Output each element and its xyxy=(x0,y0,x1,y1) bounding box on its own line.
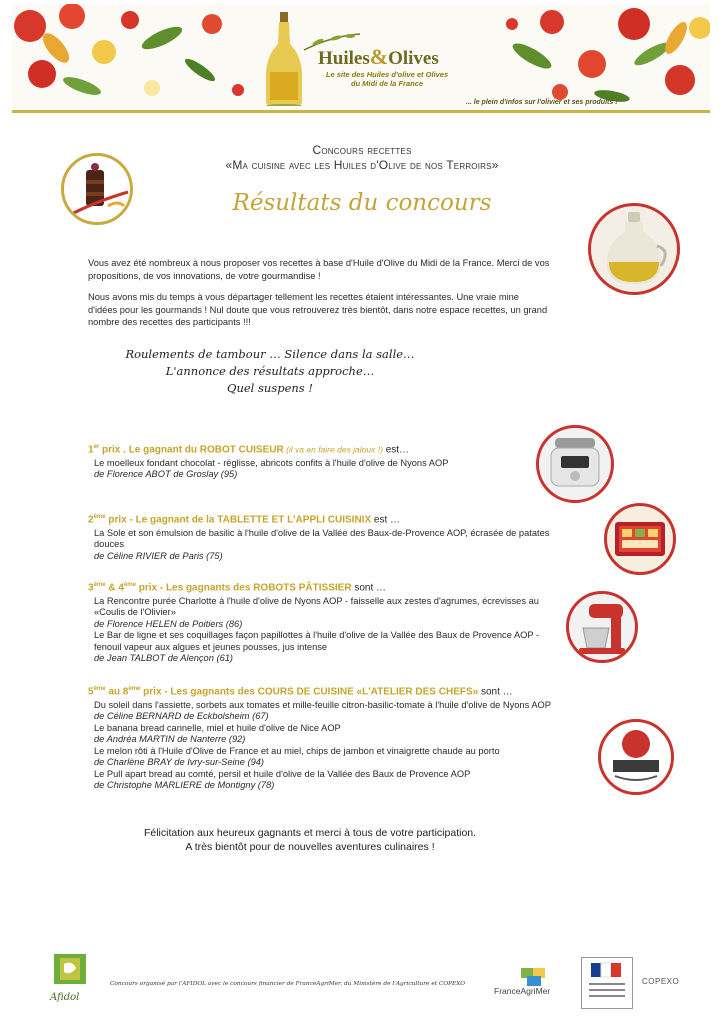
suspense-text xyxy=(0,346,540,397)
prize-2-rank-sup: ème xyxy=(93,514,106,520)
prize-3-rank-sup: ème xyxy=(93,582,106,588)
prize-1-tail: est… xyxy=(382,444,410,456)
prize-4-author-3: de Charlène BRAY de Ivry-sur-Seine (94) xyxy=(94,757,265,768)
closing-line2: A très bientôt pour de nouvelles aventures culinaires ! xyxy=(185,841,435,853)
suspense-line2: L'annonce des résultats approche… xyxy=(165,364,375,378)
tablette-image xyxy=(607,506,673,572)
afidol-signature: Afidol xyxy=(50,992,80,1003)
logo-subtitle xyxy=(312,70,462,88)
intro-paragraph-2: Nous avons mis du temps à vous départager tellement les recettes étaient intéressantes. Une vraie mine d'idées pour les gourmands ! Nul doute que vous retrouverez très bientôt, dans notre espace recettes, un grand nombre des recettes des participants !!! xyxy=(88,292,548,327)
prize-1-section xyxy=(88,442,556,481)
closing-message xyxy=(0,826,620,854)
prize-4-head: prix - Les gagnants des xyxy=(140,686,258,698)
prize-4-mid: au 8 xyxy=(105,686,129,698)
logo-name-huiles: Huiles xyxy=(318,48,370,69)
prize-3-heading xyxy=(88,580,556,594)
prize-4-item: COURS DE CUISINE «L'ATELIER DES CHEFS» xyxy=(257,686,479,698)
closing-line1: Félicitation aux heureux gagnants et merci à tous de votre participation. xyxy=(143,827,477,839)
header-tagline: ... le plein d'infos sur l'olivier et ses produits ! xyxy=(466,99,618,106)
prize-1-author: de Florence ABOT de Groslay (95) xyxy=(94,469,238,480)
prize-2-heading xyxy=(88,512,556,526)
footer-credits: Concours organisé par l'AFIDOL avec le concours financier de FranceAgriMer, du Ministère de l'Agriculture et COPEXO xyxy=(110,981,466,987)
prize-4-recipe-2: Le banana bread cannelle, miel et huile d'olive de Nice AOP xyxy=(94,722,341,733)
prize-4-tail: sont … xyxy=(478,686,513,698)
prize-4-mid-sup: ème xyxy=(128,686,141,692)
prize-4-author-4: de Christophe MARLIERE de Montigny (78) xyxy=(94,780,275,791)
prize-2-recipe: La Sole et son émulsion de basilic à l'huile d'olive de la Vallée des Baux-de-Provence AOP, écrasée de patates douces xyxy=(94,527,550,550)
oil-jar-image xyxy=(591,206,677,292)
prize-4-rank-sup: ème xyxy=(93,686,106,692)
robot-patissier-image xyxy=(569,594,635,660)
suspense-line1: Roulements de tambour … Silence dans la salle… xyxy=(125,347,415,361)
tablette-photo xyxy=(604,503,676,575)
prize-1-recipe: Le moelleux fondant chocolat - réglisse, abricots confits à l'huile d'olive de Nyons AOP xyxy=(94,457,449,468)
chocolate-dessert-image xyxy=(64,156,130,222)
copexo-logo[interactable]: COPEXO xyxy=(642,977,680,986)
prize-3-mid-sup: ème xyxy=(123,582,136,588)
robot-patissier-photo xyxy=(566,591,638,663)
contest-subtitle-line1: Concours recettes xyxy=(312,143,412,157)
prize-2-tail: est … xyxy=(371,514,401,526)
prize-3-head: prix - Les gagnants des xyxy=(135,582,254,594)
logo-subtitle-line2: du Midi de la France xyxy=(350,79,424,88)
prize-1-heading xyxy=(88,442,556,456)
prize-2-rank: 2 xyxy=(88,514,94,526)
prize-1-rank-sup: er xyxy=(93,444,100,450)
prize-1-note: (il va en faire des jaloux !) xyxy=(283,444,383,455)
prize-3-rank: 3 xyxy=(88,582,94,594)
logo-ampersand: & xyxy=(369,44,389,69)
prize-4-recipe-4: Le Pull apart bread au comté, persil et huile d'olive de la Vallée des Baux de Provence AOP xyxy=(94,768,471,779)
prize-4-author-1: de Céline BERNARD de Eckbolsheim (67) xyxy=(94,711,269,722)
prize-4-section xyxy=(88,684,556,792)
prize-4-recipe-3: Le melon rôti à l'Huile d'Olive de France et au miel, chips de jambon et vinaigrette chaude au porto xyxy=(94,745,500,756)
logo-subtitle-line1: Le site des Huiles d'olive et Olives xyxy=(325,70,449,79)
header-divider xyxy=(12,110,710,113)
oil-jar-photo xyxy=(588,203,680,295)
prize-3-recipe-1: La Rencontre purée Charlotte à l'huile d'olive de Nyons AOP - faisselle aux zestes d'agrumes, écrevisses au «Coulis de l'Olivier» xyxy=(94,595,539,618)
page-title: Résultats du concours xyxy=(232,190,492,216)
prize-3-tail: sont … xyxy=(351,582,387,594)
prize-3-item: ROBOTS PÂTISSIER xyxy=(253,582,352,594)
logo-name-olives: Olives xyxy=(388,48,439,69)
contest-subtitle-line2: «Ma cuisine avec les Huiles d'Olive de nos Terroirs» xyxy=(225,158,499,172)
site-logo[interactable] xyxy=(318,44,439,70)
prize-4-recipe-1: Du soleil dans l'assiette, sorbets aux tomates et mille-feuille citron-basilic-tomate à l'huile d'olive de Nyons AOP xyxy=(94,699,551,710)
ministere-agriculture-logo[interactable] xyxy=(581,957,633,1009)
prize-1-rank: 1 xyxy=(88,444,94,456)
prize-1-head: prix . Le gagnant du xyxy=(99,444,200,456)
prize-4-rank: 5 xyxy=(88,686,94,698)
prize-1-item: ROBOT CUISEUR xyxy=(199,444,284,456)
olive-oil-bottle-image xyxy=(262,10,306,106)
atelier-chefs-photo xyxy=(598,719,674,795)
intro-paragraph-1: Vous avez été nombreux à nous proposer vos recettes à base d'Huile d'Olive du Midi de la France. Merci de vos propositions, de vos innovations, de votre gourmandise ! xyxy=(88,258,550,281)
prize-2-section xyxy=(88,512,556,562)
prize-3-mid: & 4 xyxy=(105,582,124,594)
robot-cuiseur-image xyxy=(539,428,611,500)
dessert-photo xyxy=(61,153,133,225)
prize-2-item: TABLETTE ET L'APPLI CUISINIX xyxy=(217,514,372,526)
robot-cuiseur-photo xyxy=(536,425,614,503)
prize-4-author-2: de Andréa MARTIN de Nanterre (92) xyxy=(94,734,246,745)
suspense-line3: Quel suspens ! xyxy=(227,381,313,395)
prize-2-head: prix - Le gagnant de la xyxy=(105,514,218,526)
prize-3-author-2: de Jean TALBOT de Alençon (61) xyxy=(94,653,234,664)
afidol-logo[interactable] xyxy=(42,950,98,1006)
prize-2-author: de Céline RIVIER de Paris (75) xyxy=(94,550,223,561)
prize-3-recipe-2: Le Bar de ligne et ses coquillages façon papillottes à l'huile d'olive de la Vallée des Baux de Provence AOP - fenouil vapeur aux algues et jeunes pousses, jus intense xyxy=(94,630,540,652)
franceagrimer-label: FranceAgriMer xyxy=(494,986,551,996)
prize-3-section xyxy=(88,580,556,665)
atelier-des-chefs-logo xyxy=(601,722,671,792)
prize-4-heading xyxy=(88,684,556,698)
prize-3-author-1: de Florence HELEN de Poitiers (86) xyxy=(94,618,243,629)
